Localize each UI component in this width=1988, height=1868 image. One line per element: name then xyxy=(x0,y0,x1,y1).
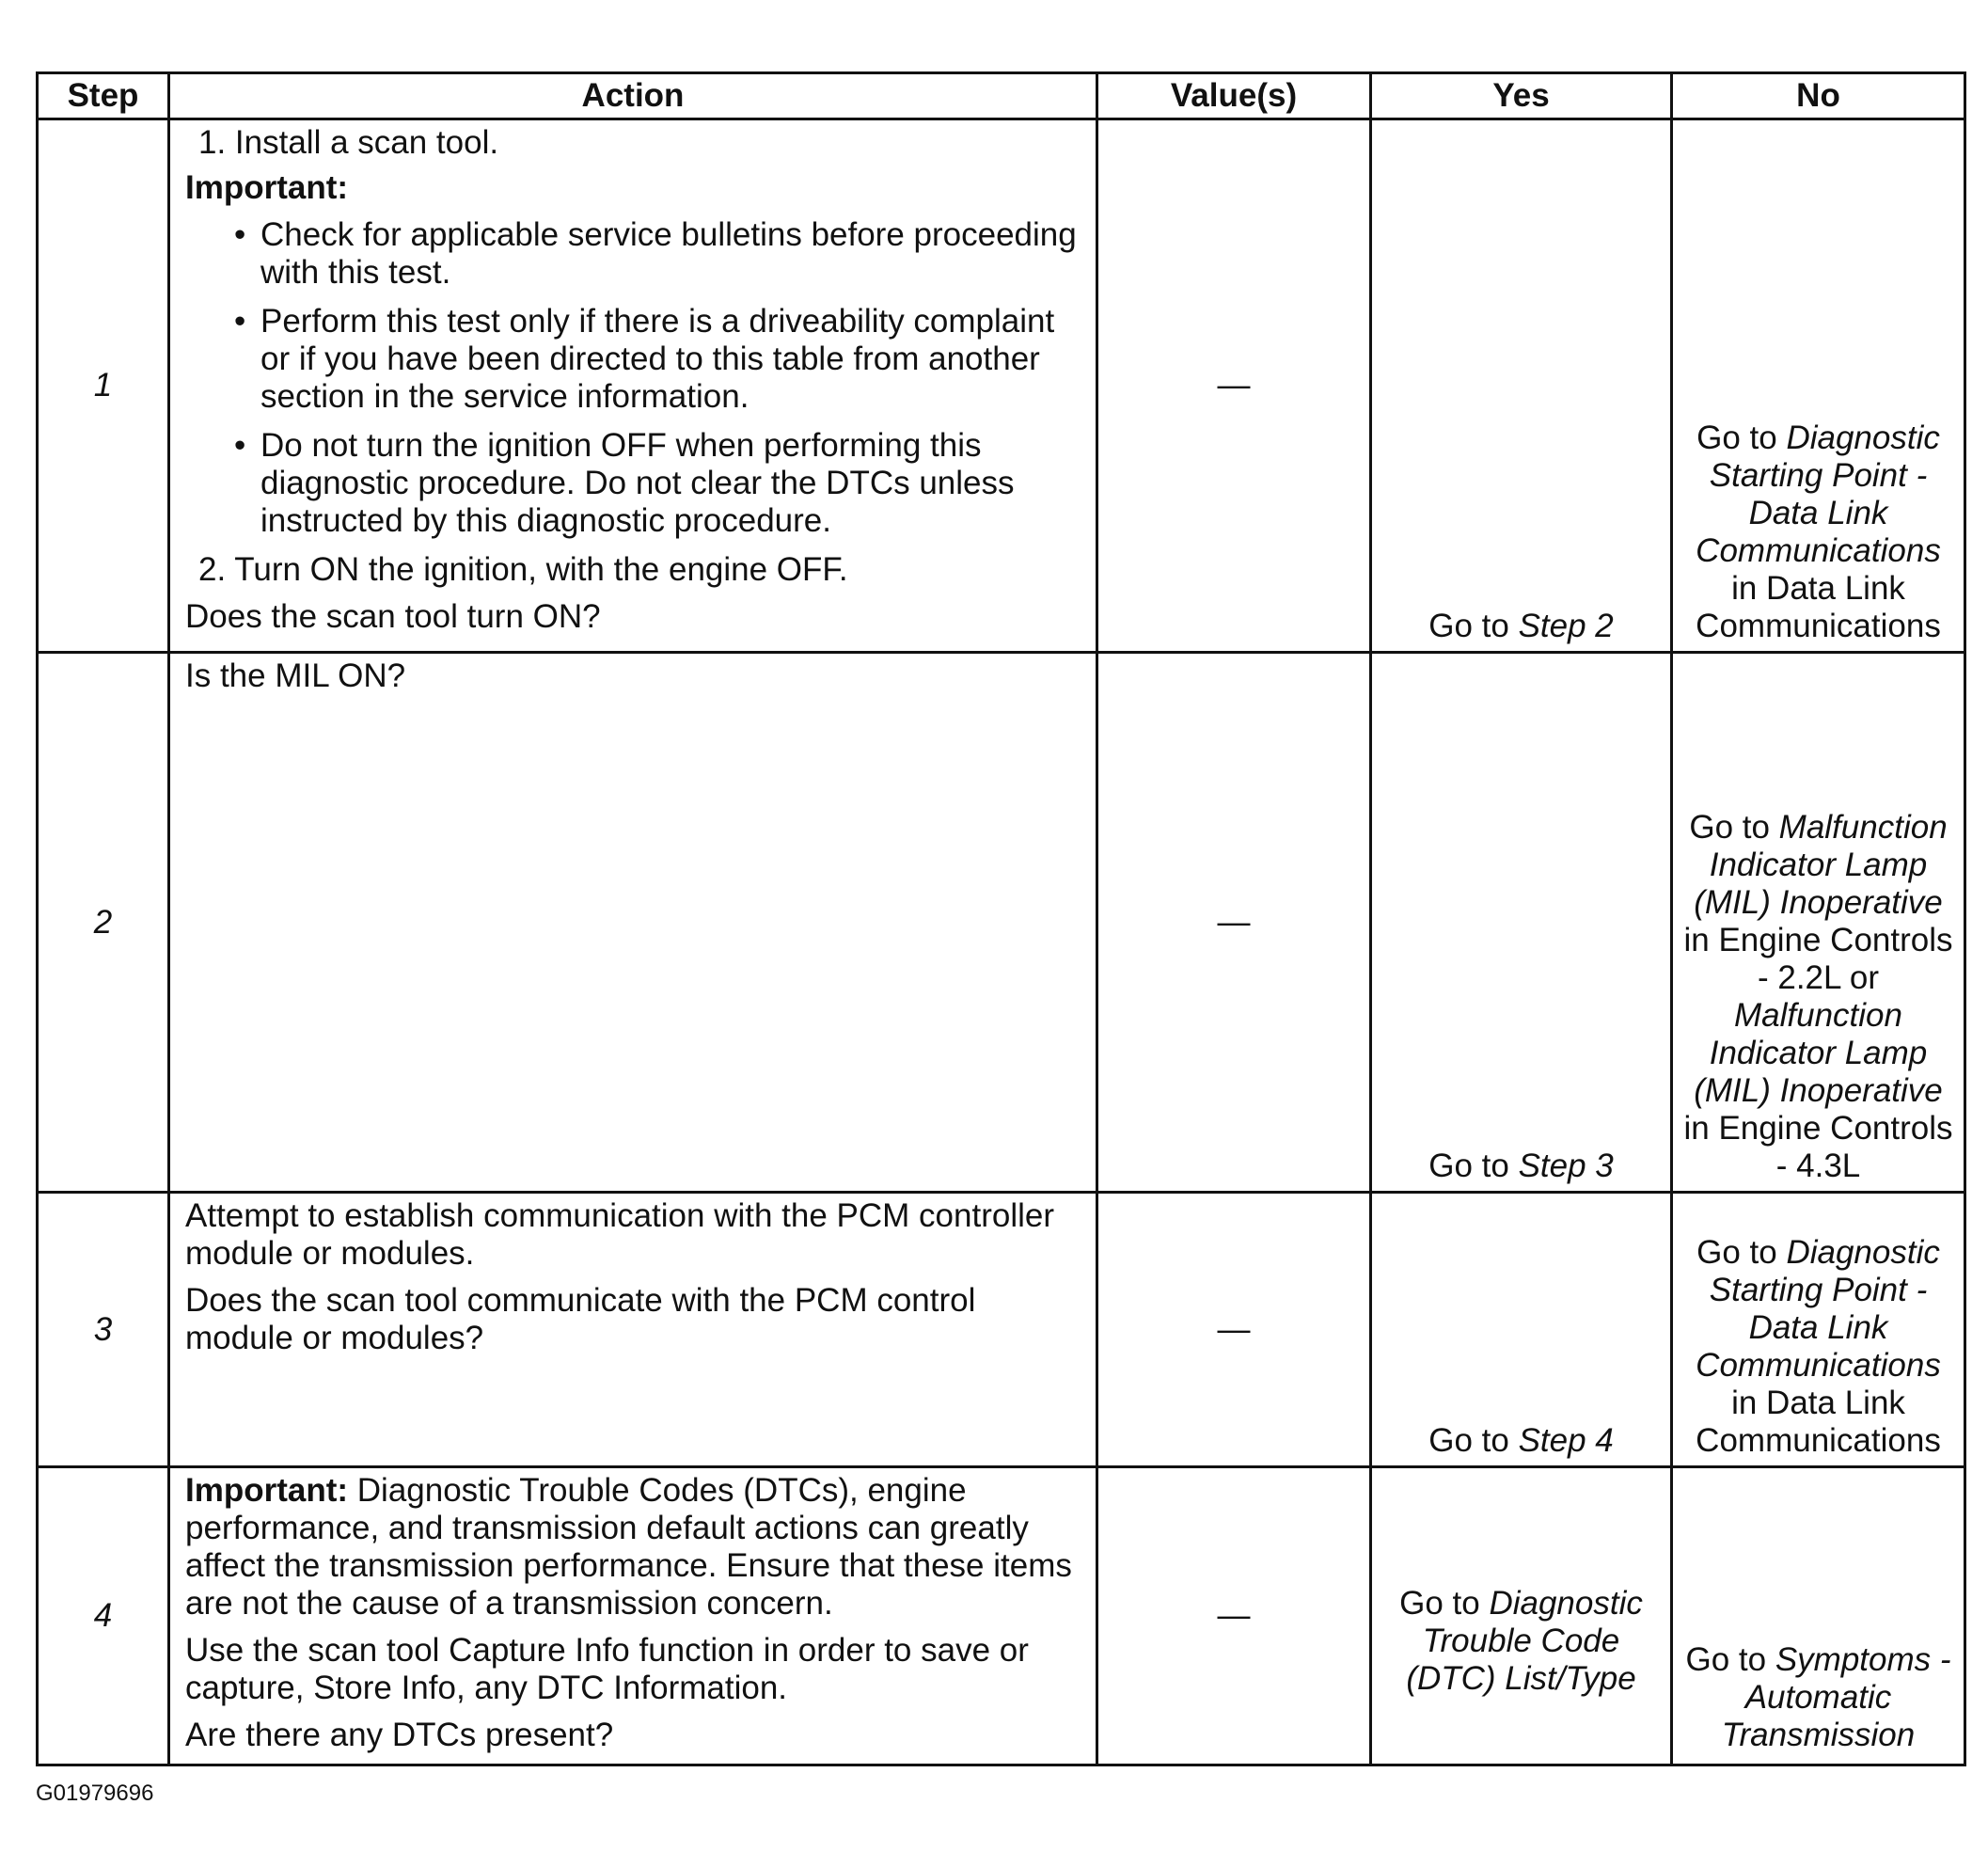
bullet-item: • Check for applicable service bulletins before proceeding with this test. xyxy=(223,216,1081,292)
header-row xyxy=(38,73,1965,119)
header-action: Action xyxy=(169,73,1097,119)
table-row xyxy=(38,1193,1965,1467)
step-number: 3 xyxy=(38,1193,169,1467)
yes-cell xyxy=(1371,1467,1672,1765)
value-cell xyxy=(1097,1467,1371,1765)
important-text: Diagnostic Trouble Codes (DTCs), engine performance, and transmission default actions can greatly affect the transmission performance. Ensure that these items are not the cause of a transmission concern. xyxy=(185,1472,1072,1622)
no-prefix: Go to xyxy=(1696,420,1787,456)
header-step: Step xyxy=(38,73,169,119)
bullet-item: • Do not turn the ignition OFF when performing this diagnostic procedure. Do not clear the DTCs unless instructed by this diagnostic procedure. xyxy=(223,427,1081,540)
header-value: Value(s) xyxy=(1097,73,1371,119)
action-paragraph: Use the scan tool Capture Info function in order to save or capture, Store Info, any DTC Information. xyxy=(185,1632,1029,1706)
step-number: 4 xyxy=(38,1467,169,1765)
step-number: 1 xyxy=(38,119,169,653)
action-question: Does the scan tool communicate with the PCM control module or modules? xyxy=(185,1282,976,1356)
value-cell xyxy=(1097,653,1371,1193)
no-suffix: in Data Link Communications xyxy=(1696,1385,1941,1459)
yes-prefix: Go to xyxy=(1399,1585,1490,1622)
action-cell xyxy=(169,119,1097,653)
value-dash: — xyxy=(1217,903,1251,941)
yes-link[interactable]: Step 4 xyxy=(1518,1422,1614,1459)
important-label: Important: xyxy=(185,169,349,206)
table-row xyxy=(38,1467,1965,1765)
action-question: Are there any DTCs present? xyxy=(185,1717,614,1753)
no-prefix: Go to xyxy=(1696,1234,1787,1271)
yes-cell xyxy=(1371,119,1672,653)
yes-prefix: Go to xyxy=(1428,1148,1519,1184)
yes-link[interactable]: Step 3 xyxy=(1518,1148,1614,1184)
value-dash: — xyxy=(1217,1310,1251,1348)
figure-id: G01979696 xyxy=(36,1781,154,1806)
table-row xyxy=(38,119,1965,653)
yes-prefix: Go to xyxy=(1428,1422,1519,1459)
no-cell xyxy=(1672,653,1965,1193)
action-item: 1. Install a scan tool. xyxy=(198,124,499,161)
bullet-item: • Perform this test only if there is a driveability complaint or if you have been directed to this table from another section in the service information. xyxy=(223,303,1081,416)
value-cell xyxy=(1097,1193,1371,1467)
action-paragraph xyxy=(185,1472,1081,1623)
action-question: Does the scan tool turn ON? xyxy=(185,598,601,635)
no-suffix: in Engine Controls - 4.3L xyxy=(1683,1110,1953,1184)
no-link[interactable]: Malfunction Indicator Lamp (MIL) Inoperative xyxy=(1694,809,1948,921)
header-yes: Yes xyxy=(1371,73,1672,119)
value-dash: — xyxy=(1217,1597,1251,1634)
no-link[interactable]: Diagnostic Starting Point - Data Link Communications xyxy=(1696,420,1941,569)
value-dash: — xyxy=(1217,367,1251,404)
yes-cell xyxy=(1371,1193,1672,1467)
no-cell xyxy=(1672,1193,1965,1467)
yes-cell xyxy=(1371,653,1672,1193)
yes-prefix: Go to xyxy=(1428,608,1519,644)
yes-link[interactable]: Diagnostic Trouble Code (DTC) List/Type xyxy=(1406,1585,1643,1697)
yes-link[interactable]: Step 2 xyxy=(1518,608,1614,644)
no-link[interactable]: Symptoms - Automatic Transmission xyxy=(1721,1641,1951,1753)
no-mid-text: in Engine Controls - 2.2L or xyxy=(1683,922,1953,996)
action-item: 2. Turn ON the ignition, with the engine OFF. xyxy=(198,551,848,588)
action-cell xyxy=(169,653,1097,1193)
important-label: Important: xyxy=(185,1472,349,1509)
header-no: No xyxy=(1672,73,1965,119)
no-link[interactable]: Malfunction Indicator Lamp (MIL) Inoperative xyxy=(1694,997,1943,1109)
no-prefix: Go to xyxy=(1689,809,1779,846)
table-row xyxy=(38,653,1965,1193)
bullet-list xyxy=(185,216,1081,540)
action-question: Is the MIL ON? xyxy=(185,657,406,694)
no-prefix: Go to xyxy=(1685,1641,1775,1678)
no-cell xyxy=(1672,1467,1965,1765)
no-link[interactable]: Diagnostic Starting Point - Data Link Communications xyxy=(1696,1234,1941,1384)
step-number: 2 xyxy=(38,653,169,1193)
value-cell xyxy=(1097,119,1371,653)
action-cell xyxy=(169,1193,1097,1467)
diagnostic-table xyxy=(36,71,1966,1766)
action-cell xyxy=(169,1467,1097,1765)
action-paragraph: Attempt to establish communication with the PCM controller module or modules. xyxy=(185,1197,1054,1272)
no-cell xyxy=(1672,119,1965,653)
no-suffix: in Data Link Communications xyxy=(1696,570,1941,644)
